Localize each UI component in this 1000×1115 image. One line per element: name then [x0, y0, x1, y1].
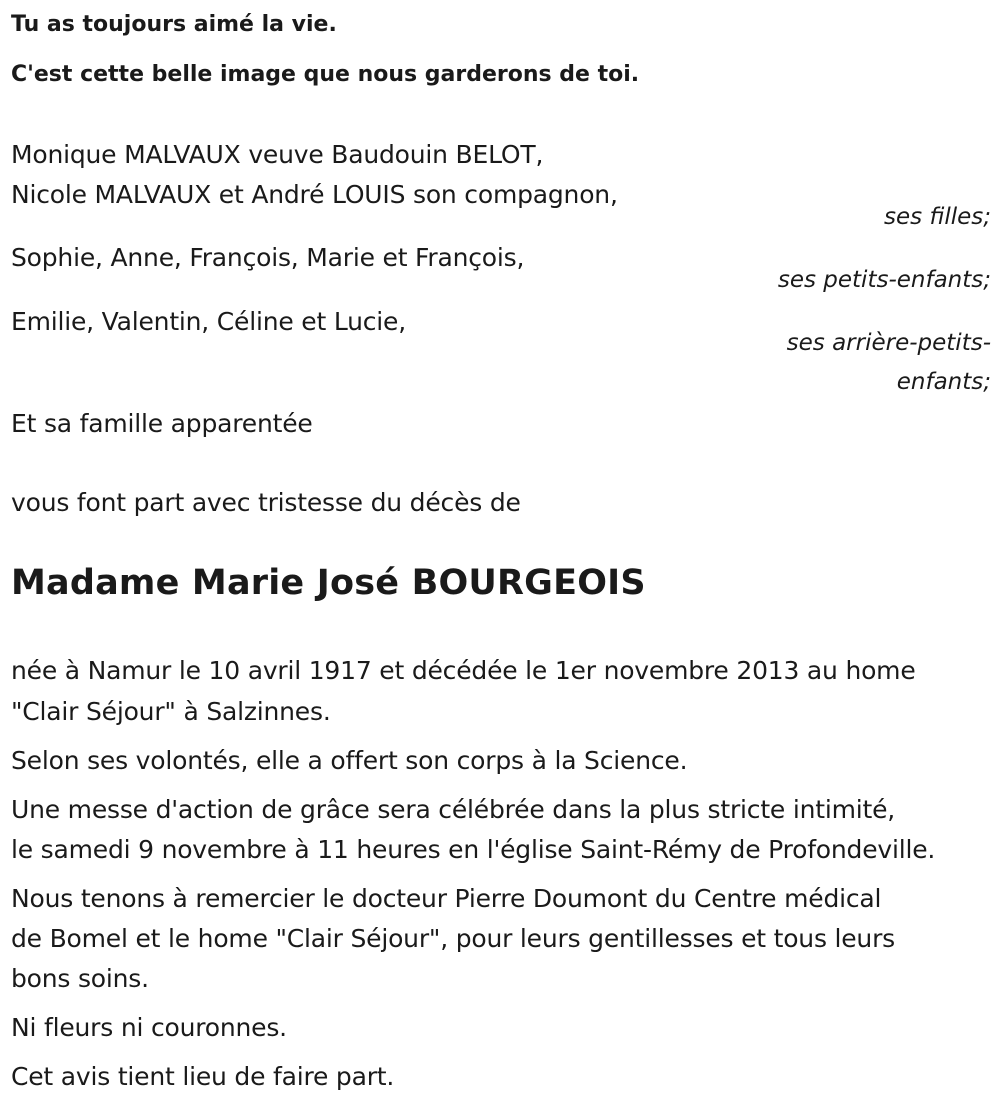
- thanks-line-1: Nous tenons à remercier le docteur Pierre Doumont du Centre médical: [11, 884, 882, 913]
- family-daughter-2: Nicole MALVAUX et André LOUIS son compagnon,: [11, 180, 618, 209]
- birth-death-line-2: "Clair Séjour" à Salzinnes.: [11, 697, 331, 726]
- family-extended: Et sa famille apparentée: [11, 409, 313, 438]
- role-great-grandchildren-1: ses arrière-petits-: [786, 330, 991, 356]
- mass-line-2: le samedi 9 novembre à 11 heures en l'église Saint-Rémy de Profondeville.: [11, 835, 936, 864]
- family-daughter-1: Monique MALVAUX veuve Baudouin BELOT,: [11, 140, 544, 169]
- wishes: Selon ses volontés, elle a offert son corps à la Science.: [11, 746, 688, 775]
- thanks-line-2: de Bomel et le home "Clair Séjour", pour leurs gentillesses et tous leurs: [11, 924, 895, 953]
- epitaph-line-1: Tu as toujours aimé la vie.: [11, 12, 337, 37]
- family-great-grandchildren: Emilie, Valentin, Céline et Lucie,: [11, 307, 406, 336]
- birth-death-line-1: née à Namur le 10 avril 1917 et décédée le 1er novembre 2013 au home: [11, 656, 916, 685]
- thanks-line-3: bons soins.: [11, 964, 149, 993]
- deceased-name: Madame Marie José BOURGEOIS: [11, 563, 646, 603]
- notice-statement: Cet avis tient lieu de faire part.: [11, 1062, 395, 1091]
- epitaph-line-2: C'est cette belle image que nous garderons de toi.: [11, 62, 640, 87]
- mass-line-1: Une messe d'action de grâce sera célébrée dans la plus stricte intimité,: [11, 795, 896, 824]
- announcement: vous font part avec tristesse du décès de: [11, 488, 521, 517]
- role-daughters: ses filles;: [884, 204, 991, 230]
- role-grandchildren: ses petits-enfants;: [777, 267, 991, 293]
- no-flowers: Ni fleurs ni couronnes.: [11, 1013, 287, 1042]
- role-great-grandchildren-2: enfants;: [896, 369, 991, 395]
- family-grandchildren: Sophie, Anne, François, Marie et François,: [11, 243, 525, 272]
